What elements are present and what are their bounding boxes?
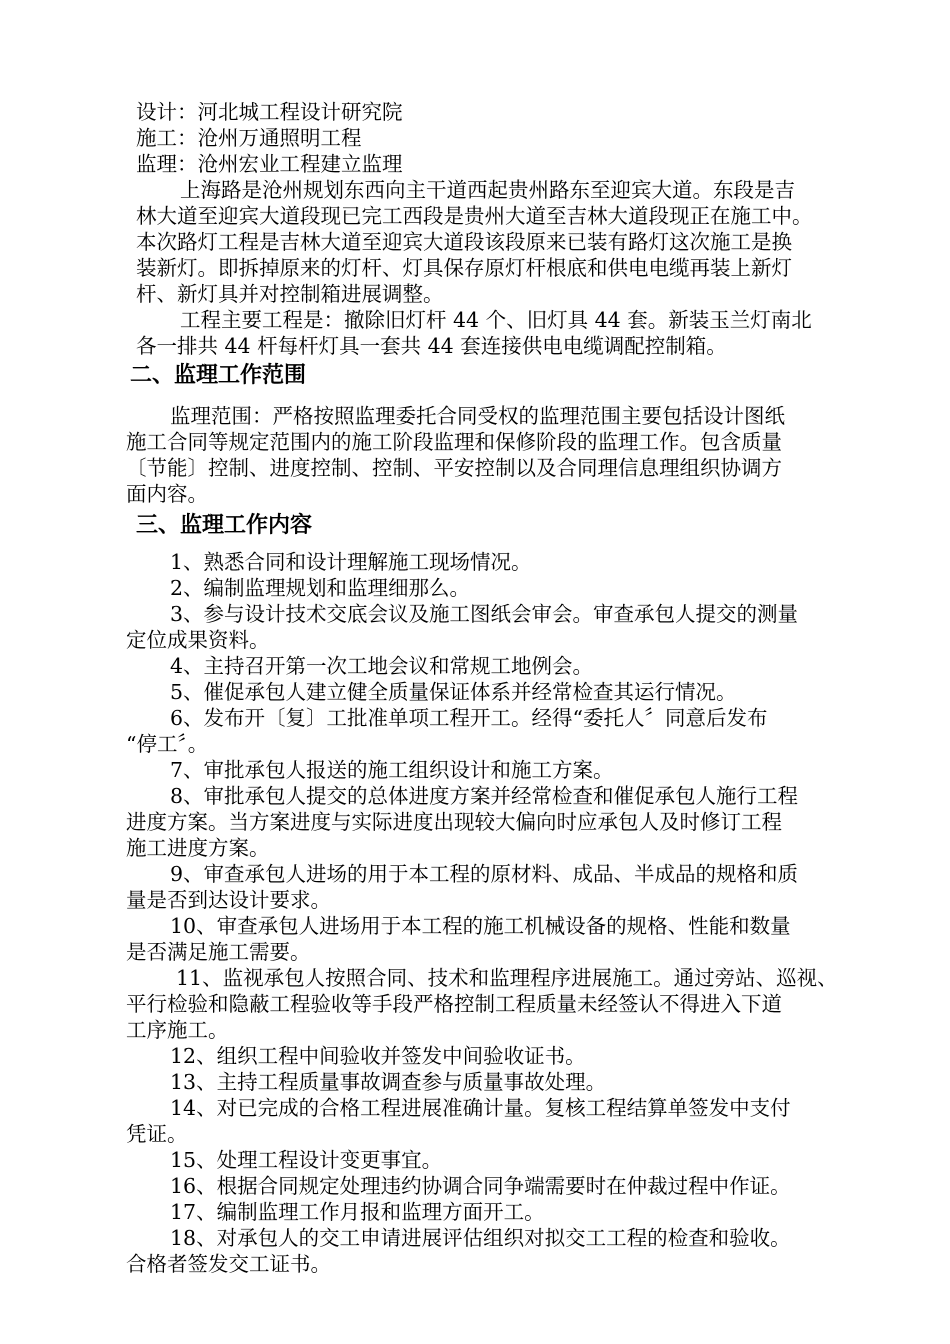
item-16: 16、根据合同规定处理违约协调合同争端需要时在仲裁过程中作证。: [170, 1174, 791, 1198]
item-9: 9、审查承包人进场的用于本工程的原材料、成品、半成品的规格和质: [170, 862, 799, 886]
item-1: 1、熟悉合同和设计理解施工现场情况。: [170, 550, 532, 574]
item-8: 8、审批承包人提交的总体进度方案并经常检查和催促承包人施行工程: [170, 784, 799, 808]
design-line: 设计：河北城工程设计研究院: [136, 100, 403, 124]
item-3-cont: 定位成果资料。: [126, 628, 270, 652]
item-10: 10、审查承包人进场用于本工程的施工机械设备的规格、性能和数量: [170, 914, 791, 938]
item-15: 15、处理工程设计变更事宜。: [170, 1148, 443, 1172]
section2-para-line: 监理范围：严格按照监理委托合同受权的监理范围主要包括设计图纸: [170, 404, 785, 428]
item-12: 12、组织工程中间验收并签发中间验收证书。: [170, 1044, 586, 1068]
item-14: 14、对已完成的合格工程进展准确计量。复核工程结算单签发中支付: [170, 1096, 791, 1120]
item-11-cont: 工序施工。: [126, 1018, 229, 1042]
intro-para1-line: 上海路是沧州规划东西向主干道西起贵州路东至迎宾大道。东段是吉: [180, 178, 795, 202]
section2-title: 二、监理工作范围: [130, 363, 307, 388]
intro-para2-line: 工程主要工程是：撤除旧灯杆 44 个、旧灯具 44 套。新装玉兰灯南北: [180, 308, 812, 332]
construction-line: 施工：沧州万通照明工程: [136, 126, 362, 150]
item-5: 5、催促承包人建立健全质量保证体系并经常检查其运行情况。: [170, 680, 737, 704]
section2-para-line: 面内容。: [126, 482, 208, 506]
item-3: 3、参与设计技术交底会议及施工图纸会审会。审查承包人提交的测量: [170, 602, 799, 626]
item-17: 17、编制监理工作月报和监理方面开工。: [170, 1200, 545, 1224]
item-6: 6、发布开〔复〕工批准单项工程开工。经得“委托人〞同意后发布: [170, 706, 768, 730]
intro-para1-line: 杆、新灯具并对控制箱进展调整。: [136, 282, 444, 306]
item-11: 11、监视承包人按照合同、技术和监理程序进展施工。通过旁站、巡视、: [176, 966, 838, 990]
item-8-cont: 施工进度方案。: [126, 836, 270, 860]
item-18: 18、对承包人的交工申请进展评估组织对拟交工工程的检查和验收。: [170, 1226, 791, 1250]
supervision-line: 监理：沧州宏业工程建立监理: [136, 152, 403, 176]
item-7: 7、审批承包人报送的施工组织设计和施工方案。: [170, 758, 614, 782]
intro-para1-line: 林大道至迎宾大道段现已完工西段是贵州大道至吉林大道段现正在施工中。: [136, 204, 813, 228]
item-4: 4、主持召开第一次工地会议和常规工地例会。: [170, 654, 594, 678]
item-6-cont: “停工〞。: [126, 732, 209, 756]
item-11-cont: 平行检验和隐蔽工程验收等手段严格控制工程质量未经签认不得进入下道: [126, 992, 782, 1016]
section3-title: 三、监理工作内容: [136, 513, 313, 538]
item-9-cont: 量是否到达设计要求。: [126, 888, 331, 912]
intro-para1-line: 本次路灯工程是吉林大道至迎宾大道段该段原来已装有路灯这次施工是换: [136, 230, 792, 254]
item-18-cont: 合格者签发交工证书。: [126, 1252, 331, 1276]
item-8-cont: 进度方案。当方案进度与实际进度出现较大偏向时应承包人及时修订工程: [126, 810, 782, 834]
item-14-cont: 凭证。: [126, 1122, 188, 1146]
section2-para-line: 施工合同等规定范围内的施工阶段监理和保修阶段的监理工作。包含质量: [126, 430, 782, 454]
item-10-cont: 是否满足施工需要。: [126, 940, 311, 964]
intro-para1-line: 装新灯。即拆掉原来的灯杆、灯具保存原灯杆根底和供电电缆再装上新灯: [136, 256, 792, 280]
item-13: 13、主持工程质量事故调查参与质量事故处理。: [170, 1070, 607, 1094]
section2-para-line: 〔节能〕控制、进度控制、控制、平安控制以及合同理信息理组织协调方: [126, 456, 782, 480]
item-2: 2、编制监理规划和监理细那么。: [170, 576, 471, 600]
intro-para2-line: 各一排共 44 杆每杆灯具一套共 44 套连接供电电缆调配控制箱。: [136, 334, 727, 358]
